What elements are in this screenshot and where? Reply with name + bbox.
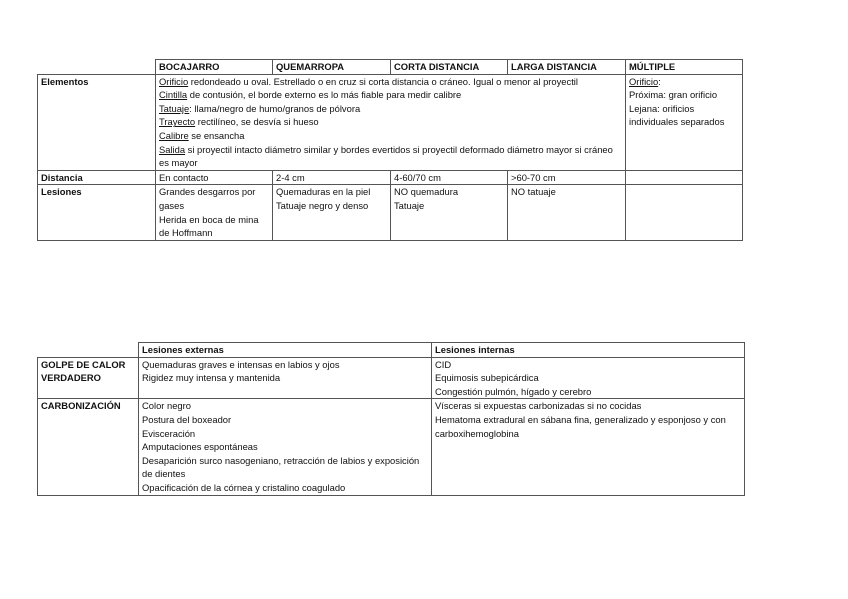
lesiones-corta bbox=[391, 185, 508, 240]
lesiones-larga bbox=[508, 185, 626, 240]
elementos-orificio bbox=[159, 75, 622, 89]
elementos-tatuaje bbox=[159, 102, 622, 116]
carbonizacion-externas bbox=[139, 399, 432, 495]
row-elementos bbox=[38, 74, 743, 170]
distancia-corta: 4-60/70 cm bbox=[391, 170, 508, 185]
header-lesiones-externas: Lesiones externas bbox=[139, 343, 432, 358]
table1-header-row bbox=[38, 60, 743, 75]
term-trayecto: Trayecto bbox=[159, 116, 196, 128]
lesiones-larga-1: NO tatuaje bbox=[511, 186, 556, 198]
row-carbonizacion bbox=[38, 399, 745, 495]
text-calibre: se ensancha bbox=[188, 129, 245, 141]
text-trayecto: rectilíneo, se desvía si hueso bbox=[195, 116, 319, 128]
term-orificio: Orificio bbox=[159, 75, 189, 87]
golpe-interna-item: CID bbox=[435, 358, 452, 370]
multiple-proxima: Próxima: gran orificio bbox=[629, 89, 718, 101]
lesiones-quemarropa-2: Tatuaje negro y denso bbox=[276, 199, 369, 211]
text-orificio: redondeado u oval. Estrellado o en cruz si corta distancia o cráneo. Igual o menor al proyectil bbox=[188, 75, 578, 87]
row-lesiones bbox=[38, 185, 743, 240]
carbonizacion-interna-item: Vísceras si expuestas carbonizadas si no cocidas bbox=[435, 400, 642, 412]
elementos-salida bbox=[159, 143, 622, 170]
golpe-interna-item: Congestión pulmón, hígado y cerebro bbox=[435, 385, 592, 397]
row-label-distancia: Distancia bbox=[38, 170, 156, 185]
header-corta-distancia: CORTA DISTANCIA bbox=[391, 60, 508, 75]
header-quemarropa: QUEMARROPA bbox=[273, 60, 391, 75]
text-salida: si proyectil intacto diámetro similar y bordes evertidos si proyectil deformado diámetro mayor si cráneo es mayor bbox=[159, 143, 613, 169]
row-golpe-de-calor bbox=[38, 357, 745, 399]
shot-wounds-table bbox=[37, 59, 743, 241]
text-tatuaje: : llama/negro de humo/granos de pólvora bbox=[189, 102, 361, 114]
elementos-trayecto bbox=[159, 115, 622, 129]
golpe-interna-item: Equimosis subepicárdica bbox=[435, 372, 539, 384]
term-multiple-orificio: Orificio bbox=[629, 75, 659, 87]
lesiones-quemarropa-1: Quemaduras en la piel bbox=[276, 186, 371, 198]
carbonizacion-externa-item: Evisceración bbox=[142, 427, 196, 439]
lesiones-corta-1: NO quemadura bbox=[394, 186, 459, 198]
carbonizacion-externa-item: Color negro bbox=[142, 400, 191, 412]
term-cintilla: Cintilla bbox=[159, 89, 188, 101]
carbonizacion-externa-item: Desaparición surco nasogeniano, retracción de labios y exposición de dientes bbox=[142, 454, 420, 480]
lesiones-bocajarro bbox=[156, 185, 273, 240]
elementos-multiple bbox=[626, 74, 743, 170]
lesiones-corta-2: Tatuaje bbox=[394, 199, 425, 211]
carbonizacion-externa-item: Opacificación de la córnea y cristalino coagulado bbox=[142, 481, 346, 493]
table2-header-row bbox=[38, 343, 745, 358]
carbonizacion-internas bbox=[432, 399, 745, 495]
multiple-orificio bbox=[629, 75, 739, 89]
golpe-externas bbox=[139, 357, 432, 399]
golpe-externa-item: Quemaduras graves e intensas en labios y ojos bbox=[142, 358, 340, 370]
lesiones-quemarropa bbox=[273, 185, 391, 240]
row-distancia bbox=[38, 170, 743, 185]
elementos-calibre bbox=[159, 129, 622, 143]
carbonizacion-externa-item: Amputaciones espontáneas bbox=[142, 441, 258, 453]
term-tatuaje: Tatuaje bbox=[159, 102, 190, 114]
row-label-golpe-de-calor: GOLPE DE CALOR VERDADERO bbox=[38, 357, 139, 399]
table2-corner-cell bbox=[38, 343, 139, 358]
text-cintilla: de contusión, el borde externo es lo más fiable para medir calibre bbox=[187, 89, 462, 101]
lesiones-bocajarro-2: Herida en boca de mina de Hoffmann bbox=[159, 213, 259, 239]
golpe-externa-item: Rigidez muy intensa y mantenida bbox=[142, 372, 281, 384]
heat-burn-lesions-table bbox=[37, 342, 745, 496]
golpe-internas bbox=[432, 357, 745, 399]
elementos-cintilla bbox=[159, 88, 622, 102]
header-larga-distancia: LARGA DISTANCIA bbox=[508, 60, 626, 75]
header-bocajarro: BOCAJARRO bbox=[156, 60, 273, 75]
distancia-multiple bbox=[626, 170, 743, 185]
distancia-larga: >60-70 cm bbox=[508, 170, 626, 185]
multiple-colon: : bbox=[658, 75, 661, 87]
table1-corner-cell bbox=[38, 60, 156, 75]
carbonizacion-externa-item: Postura del boxeador bbox=[142, 413, 232, 425]
distancia-quemarropa: 2-4 cm bbox=[273, 170, 391, 185]
lesiones-bocajarro-1: Grandes desgarros por gases bbox=[159, 186, 256, 211]
row-label-elementos: Elementos bbox=[38, 74, 156, 170]
header-lesiones-internas: Lesiones internas bbox=[432, 343, 745, 358]
row-label-lesiones: Lesiones bbox=[38, 185, 156, 240]
header-multiple: MÚLTIPLE bbox=[626, 60, 743, 75]
term-calibre: Calibre bbox=[159, 129, 189, 141]
distancia-bocajarro: En contacto bbox=[156, 170, 273, 185]
row-label-carbonizacion: CARBONIZACIÓN bbox=[38, 399, 139, 495]
lesiones-multiple bbox=[626, 185, 743, 240]
elementos-description bbox=[156, 74, 626, 170]
carbonizacion-interna-item: Hematoma extradural en sábana fina, generalizado y esponjoso y con carboxihemoglobina bbox=[435, 413, 726, 439]
term-salida: Salida bbox=[159, 143, 186, 155]
multiple-lejana: Lejana: orificios individuales separados bbox=[629, 102, 725, 128]
